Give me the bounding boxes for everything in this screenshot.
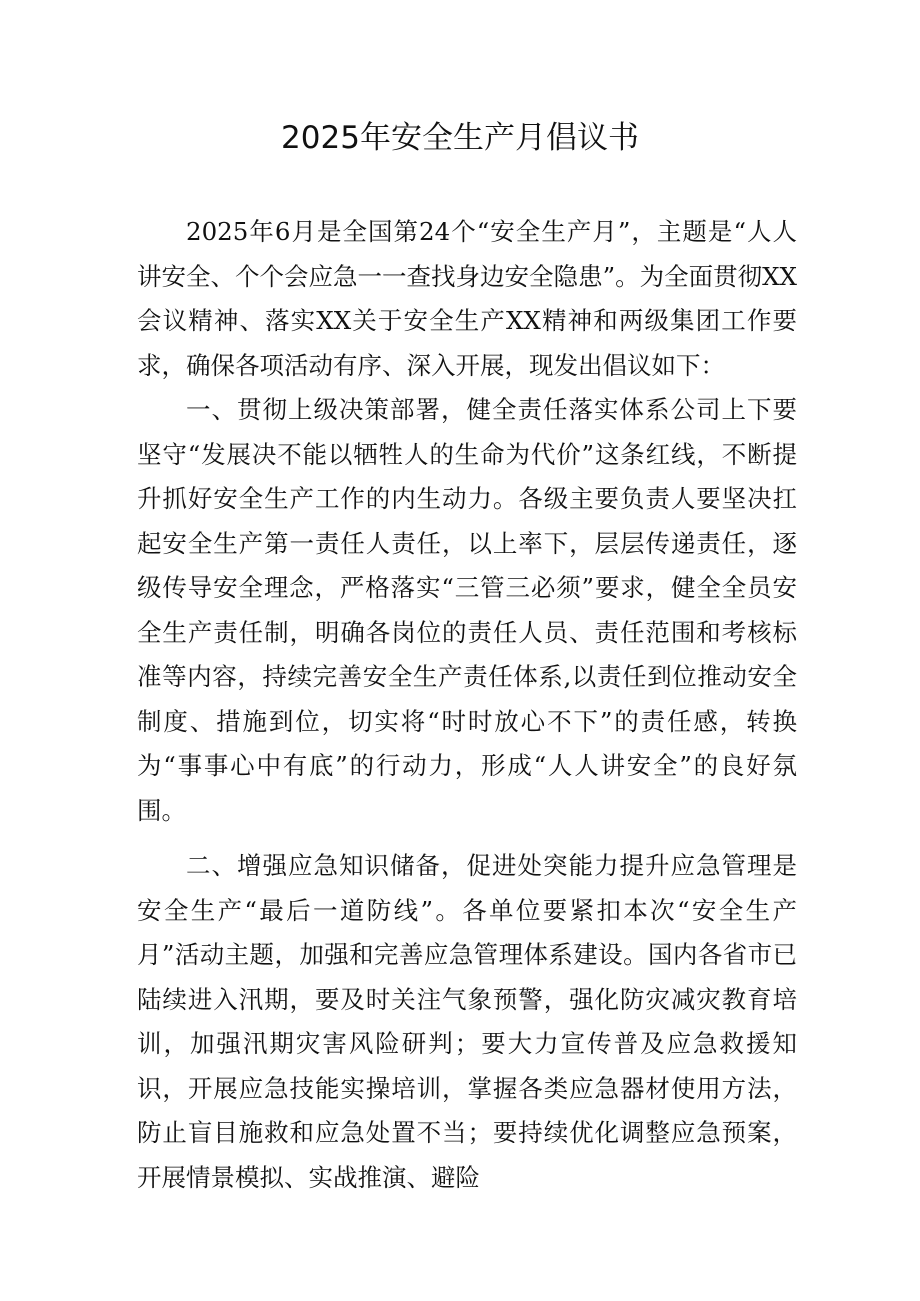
document-body bbox=[137, 210, 797, 1200]
section-two-paragraph: 二、增强应急知识储备，促进处突能力提升应急管理是安全生产“最后一道防线”。各单位要紧扣本次“安全生产月”活动主题，加强和完善应急管理体系建设。国内各省市已陆续进入汛期，要及时关注气象预警，强化防灾减灾教育培训，加强汛期灾害风险研判；要大力宣传普及应急救援知识，开展应急技能实操培训，掌握各类应急器材使用方法，防止盲目施救和应急处置不当；要持续优化调整应急预案，开展情景模拟、实战推演、避险 bbox=[137, 851, 797, 1192]
document-title: 2025年安全生产月倡议书 bbox=[281, 120, 639, 156]
section-one-paragraph: 一、贯彻上级决策部署，健全责任落实体系公司上下要坚守“发展决不能以牺牲人的生命为代价”这条红线，不断提升抓好安全生产工作的内生动力。各级主要负责人要坚决扛起安全生产第一责任人责任，以上率下，层层传递责任，逐级传导安全理念，严格落实“三管三必须”要求，健全全员安全生产责任制，明确各岗位的责任人员、责任范围和考核标准等内容，持续完善安全生产责任体系,以责任到位推动安全制度、措施到位，切实将“时时放心不下”的责任感，转换为“事事心中有底”的行动力，形成“人人讲安全”的良好氛围。 bbox=[137, 395, 797, 825]
intro-paragraph: 2025年6月是全国第24个“安全生产月”，主题是“人人讲安全、个个会应急一一查找身边安全隐患”。为全面贯彻XX会议精神、落实XX关于安全生产XX精神和两级集团工作要求，确保各项活动有序、深入开展，现发出倡议如下： bbox=[137, 217, 797, 380]
